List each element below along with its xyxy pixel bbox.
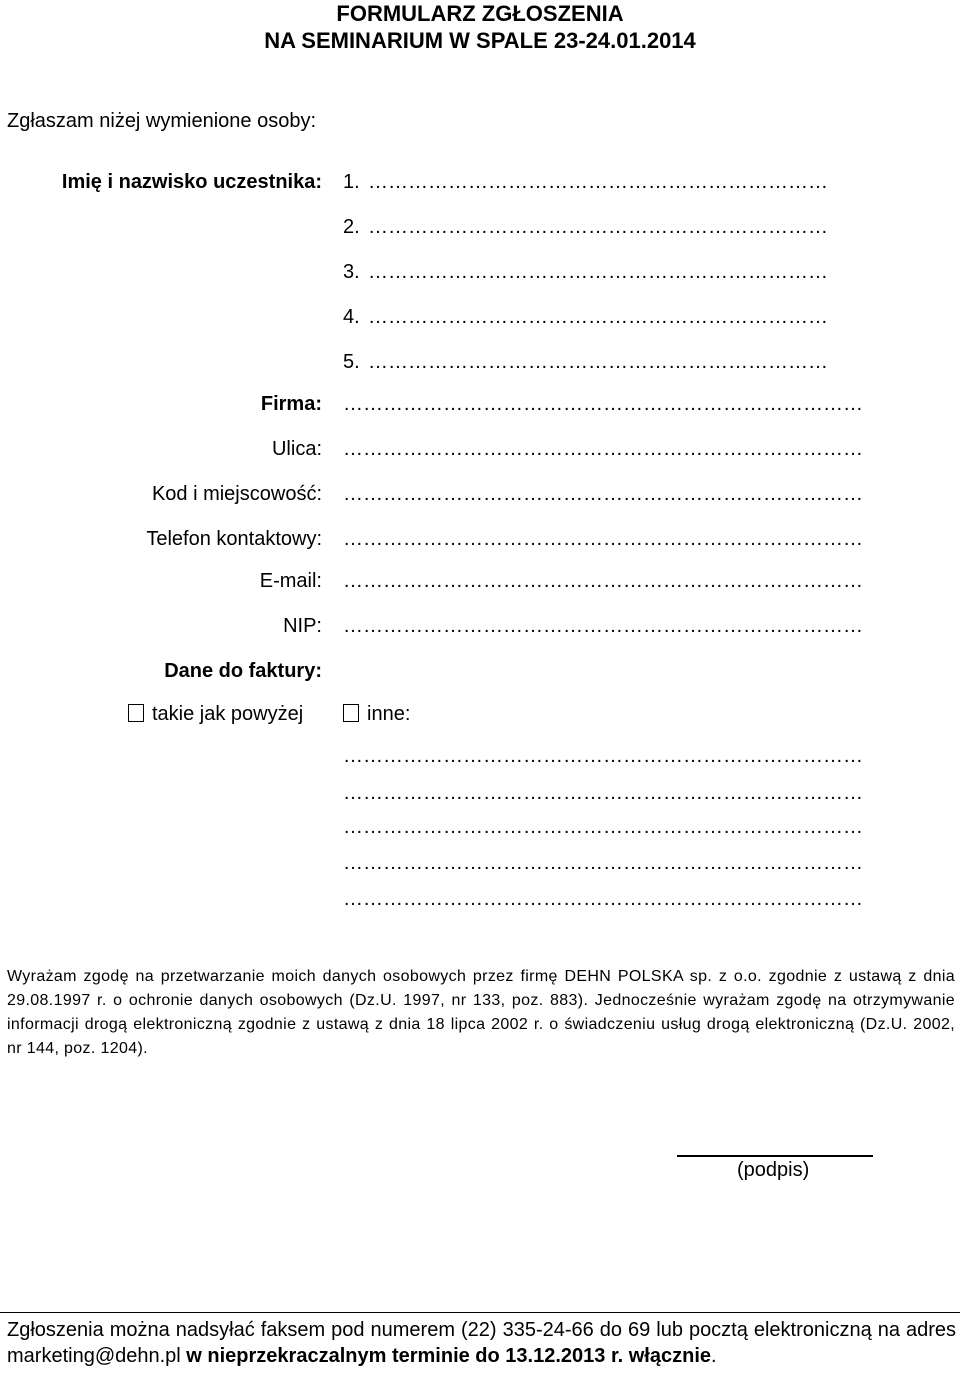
phone-label: Telefon kontaktowy: [146, 528, 322, 550]
invoice-same-option[interactable] [128, 703, 303, 726]
signature-line[interactable] [677, 1155, 873, 1157]
participant-4-number: 4. [343, 306, 360, 328]
company-field[interactable]: …………………………………………………………………… [343, 393, 863, 415]
participant-3-field[interactable]: …………………………………………………………… [368, 261, 828, 283]
participant-2-number: 2. [343, 216, 360, 238]
participant-2-field[interactable]: …………………………………………………………… [368, 216, 828, 238]
invoice-other-line-3[interactable]: …………………………………………………………………… [343, 816, 863, 838]
invoice-other-line-5[interactable]: …………………………………………………………………… [343, 888, 863, 910]
consent-text: Wyrażam zgodę na przetwarzanie moich danych osobowych przez firmę DEHN POLSKA sp. z o.o. zgodnie z ustawą z dnia 29.08.1997 r. o ochronie danych osobowych (Dz.U. 1997, nr 133, poz. 883). Jednocześnie wyrażam zgodę na otrzymywanie informacji drogą elektroniczną zgodnie z ustawą z dnia 18 lipca 2002 r. o świadczeniu usług drogą elektroniczną (Dz.U. 2002, nr 144, poz. 1204). [7, 968, 955, 1057]
nip-field[interactable]: …………………………………………………………………… [343, 615, 863, 637]
form-title-line2: NA SEMINARIUM W SPALE 23-24.01.2014 [264, 28, 696, 53]
participant-4-field[interactable]: …………………………………………………………… [368, 306, 828, 328]
footer-text [7, 1317, 956, 1369]
invoice-other-option[interactable] [343, 703, 410, 726]
street-label: Ulica: [271, 438, 322, 460]
nip-label: NIP: [283, 615, 322, 637]
invoice-other-line-2[interactable]: …………………………………………………………………… [343, 782, 863, 804]
participant-name-label: Imię i nazwisko uczestnika: [61, 171, 322, 193]
postal-city-field[interactable]: …………………………………………………………………… [343, 483, 863, 505]
participant-1-number: 1. [343, 171, 360, 193]
checkbox-icon[interactable] [128, 704, 144, 722]
form-title-line1: FORMULARZ ZGŁOSZENIA [336, 1, 624, 26]
invoice-other-label: inne: [367, 703, 411, 725]
participant-5-field[interactable]: …………………………………………………………… [368, 351, 828, 373]
email-label: E-mail: [259, 570, 322, 592]
footer-divider [0, 1312, 960, 1313]
participant-5-number: 5. [343, 351, 360, 373]
checkbox-icon[interactable] [343, 704, 359, 722]
signature-label: (podpis) [737, 1159, 810, 1181]
postal-city-label: Kod i miejscowość: [151, 483, 322, 505]
intro-text: Zgłaszam niżej wymienione osoby: [7, 110, 317, 132]
footer-info: Zgłoszenia można nadsyłać faksem pod numerem (22) 335-24-66 do 69 lub pocztą elektroniczną na adres marketing@dehn.pl [7, 1319, 956, 1367]
email-field[interactable]: …………………………………………………………………… [343, 570, 863, 592]
participant-1-field[interactable]: …………………………………………………………… [368, 171, 828, 193]
participant-3-number: 3. [343, 261, 360, 283]
street-field[interactable]: …………………………………………………………………… [343, 438, 863, 460]
footer-deadline: w nieprzekraczalnym terminie do 13.12.2013 r. włącznie [186, 1345, 711, 1367]
footer-end: . [711, 1345, 717, 1367]
invoice-other-line-1[interactable]: …………………………………………………………………… [343, 745, 863, 767]
company-label: Firma: [260, 393, 322, 415]
phone-field[interactable]: …………………………………………………………………… [343, 528, 863, 550]
invoice-same-label: takie jak powyżej [152, 703, 304, 725]
invoice-data-label: Dane do faktury: [164, 660, 322, 682]
invoice-other-line-4[interactable]: …………………………………………………………………… [343, 852, 863, 874]
